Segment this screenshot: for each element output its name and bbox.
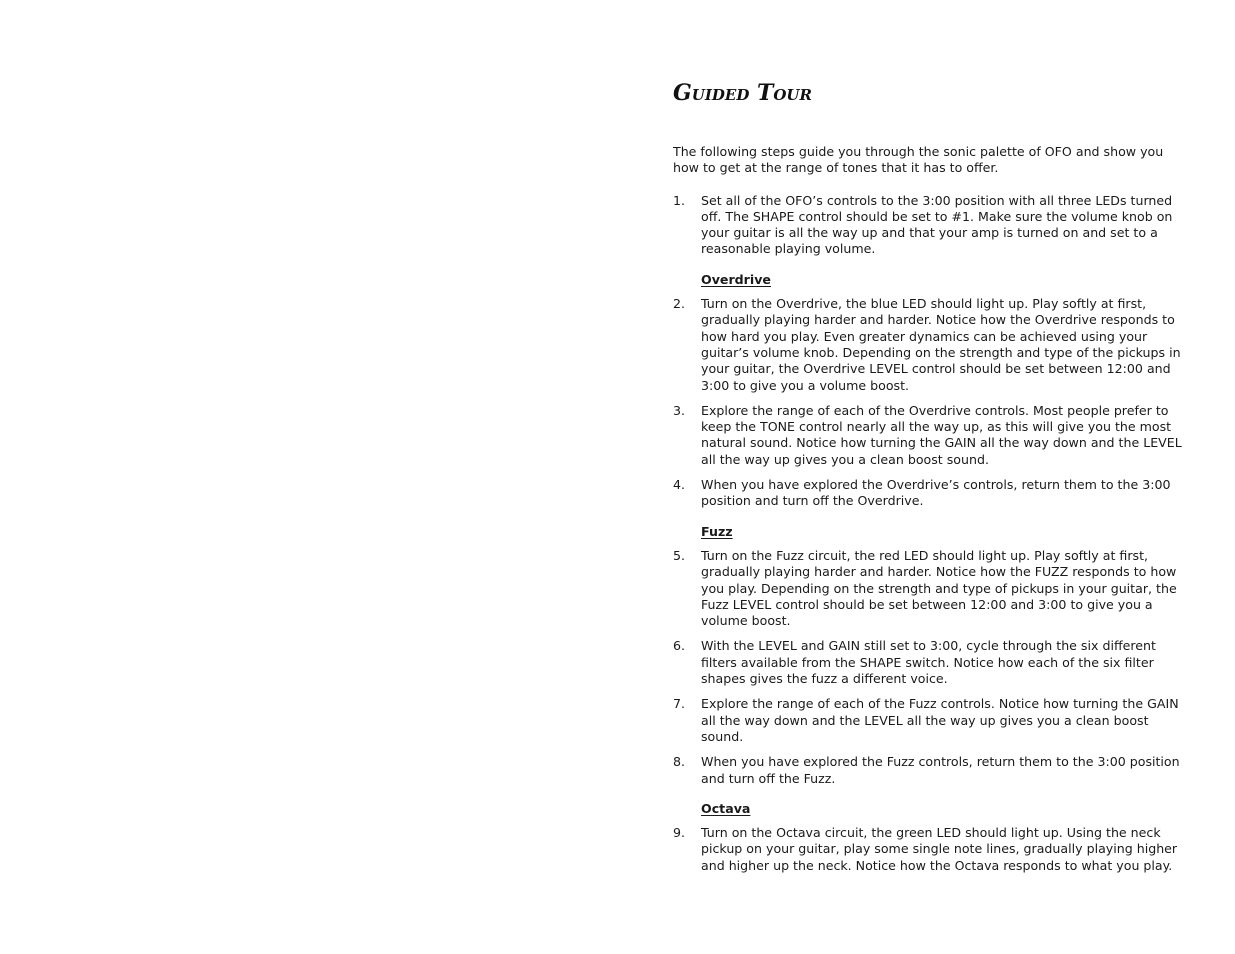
step-item bbox=[673, 638, 1183, 687]
step-number: 4. bbox=[673, 477, 686, 493]
section-heading-fuzz: Fuzz bbox=[701, 523, 733, 539]
step-number: 9. bbox=[673, 825, 686, 841]
step-number: 7. bbox=[673, 696, 686, 712]
step-text: When you have explored the Fuzz controls, return them to the 3:00 position and turn off the Fuzz. bbox=[701, 754, 1180, 786]
step-number: 6. bbox=[673, 638, 686, 654]
step-text: Explore the range of each of the Overdrive controls. Most people prefer to keep the TONE control nearly all the way up, as this will give you the most natural sound. Notice how turning the GAIN all the way down and the LEVEL all the way up gives you a clean boost sound. bbox=[701, 402, 1182, 467]
step-item bbox=[673, 696, 1183, 745]
step-text: Set all of the OFO’s controls to the 3:00 position with all three LEDs turned off. The SHAPE control should be set to #1. Make sure the volume knob on your guitar is all the way up and that your amp is turned on and set to a reasonable playing volume. bbox=[701, 192, 1173, 257]
step-item bbox=[673, 193, 1183, 258]
step-text: With the LEVEL and GAIN still set to 3:00, cycle through the six different filters available from the SHAPE switch. Notice how each of the six filter shapes gives the fuzz a different voice. bbox=[701, 638, 1156, 687]
page-column bbox=[673, 78, 1183, 883]
step-item bbox=[673, 754, 1183, 787]
step-number: 8. bbox=[673, 754, 686, 770]
step-text: Turn on the Overdrive, the blue LED should light up. Play softly at first, gradually playing harder and harder. Notice how the Overdrive responds to how hard you play. Even greater dynamics can be achieved using your guitar’s volume knob. Depending on the strength and type of the pickups in your guitar, the Overdrive LEVEL control should be set between 12:00 and 3:00 to give you a volume boost. bbox=[701, 296, 1181, 393]
page-title: Guided Tour bbox=[673, 80, 812, 106]
step-text: Turn on the Fuzz circuit, the red LED should light up. Play softly at first, gradually playing harder and harder. Notice how the FUZZ responds to how you play. Depending on the strength and type of pickups in your guitar, the Fuzz LEVEL control should be set between 12:00 and 3:00 to give you a volume boost. bbox=[701, 547, 1177, 629]
step-number: 1. bbox=[673, 192, 686, 208]
step-item bbox=[673, 296, 1183, 394]
step-text: When you have explored the Overdrive’s controls, return them to the 3:00 position and turn off the Overdrive. bbox=[701, 477, 1171, 509]
section-heading-octava: Octava bbox=[701, 800, 751, 816]
step-item bbox=[673, 477, 1183, 510]
step-number: 3. bbox=[673, 402, 686, 418]
intro-paragraph: The following steps guide you through the sonic palette of OFO and show you how to get at the range of tones that it has to offer. bbox=[673, 144, 1164, 176]
step-item bbox=[673, 548, 1183, 629]
step-number: 2. bbox=[673, 296, 686, 312]
step-text: Explore the range of each of the Fuzz controls. Notice how turning the GAIN all the way down and the LEVEL all the way up gives you a clean boost sound. bbox=[701, 696, 1179, 744]
section-heading-overdrive: Overdrive bbox=[701, 271, 771, 287]
step-text: Turn on the Octava circuit, the green LED should light up. Using the neck pickup on your guitar, play some single note lines, gradually playing higher and higher up the neck. Notice how the Octava responds to what you play. bbox=[701, 825, 1178, 873]
step-item bbox=[673, 403, 1183, 468]
step-item bbox=[673, 825, 1183, 874]
step-number: 5. bbox=[673, 547, 686, 563]
